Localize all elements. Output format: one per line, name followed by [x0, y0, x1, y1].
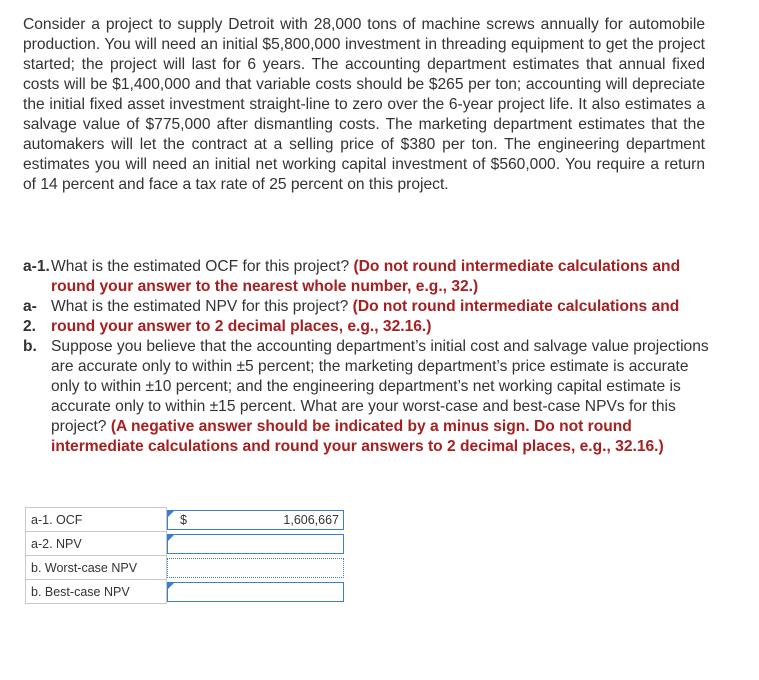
input-corner-flag: [168, 535, 174, 541]
answer-label: a-2. NPV: [26, 532, 167, 556]
problem-statement: Consider a project to supply Detroit with 28,000 tons of machine screws annually for automobile production. You will need an initial $5,800,000 investment in threading equipment to get the project started; the project will last for 6 years. The accounting department estimates that annual fixed costs will be $1,400,000 and that variable costs should be $265 per ton; accounting will depreciate the initial fixed asset investment straight-line to zero over the 6-year project life. It also estimates a salvage value of $775,000 after dismantling costs. The marketing department estimates that the automakers will let the contract at a selling price of $380 per ton. The engineering department estimates you will need an initial net working capital investment of $560,000. You require a return of 14 percent and face a tax rate of 25 percent on this project.: [23, 16, 705, 193]
question-text: Suppose you believe that the accounting department’s initial cost and salvage value projections are accurate only to within ±5 percent; the marketing department’s price estimate is accurate only to within ±10 percent; and the engineering department’s net working capital estimate is accurate only to within ±15 percent. What are your worst-case and best-case NPVs for this project?: [51, 338, 709, 435]
answer-row-worst-case: [26, 556, 346, 580]
answer-label: b. Best-case NPV: [26, 580, 167, 604]
answer-row-best-case: [26, 580, 346, 604]
question-instruction: (Do not round intermediate calculations and round your answer to 2 decimal places, e.g., 32.16.): [51, 298, 680, 335]
answer-label: b. Worst-case NPV: [26, 556, 167, 580]
answer-table: [25, 507, 346, 604]
question-label: a- 2.: [23, 298, 37, 335]
question-list: [23, 257, 713, 457]
answer-label: a-1. OCF: [26, 508, 167, 532]
question-instruction: (A negative answer should be indicated by a minus sign. Do not round intermediate calculations and round your answers to 2 decimal places, e.g., 32.16.): [51, 418, 664, 455]
currency-symbol: $: [180, 512, 187, 527]
worst-case-npv-input[interactable]: [167, 558, 344, 578]
ocf-value: 1,606,667: [283, 512, 339, 527]
question-b: [23, 337, 713, 457]
question-text: What is the estimated NPV for this project?: [51, 298, 349, 315]
answer-row-ocf: [26, 508, 346, 532]
answer-row-npv: [26, 532, 346, 556]
question-a1: [23, 257, 713, 297]
question-text: What is the estimated OCF for this project?: [51, 258, 350, 275]
input-corner-flag: [168, 583, 174, 589]
question-a2: [23, 297, 713, 337]
ocf-input[interactable]: [167, 510, 344, 530]
question-label: b.: [23, 338, 37, 355]
npv-input[interactable]: [167, 534, 344, 554]
question-instruction: (Do not round intermediate calculations and round your answer to the nearest whole number, e.g., 32.): [51, 258, 681, 295]
best-case-npv-input[interactable]: [167, 582, 344, 602]
question-label: a-1.: [23, 258, 50, 275]
input-corner-flag: [168, 511, 174, 517]
